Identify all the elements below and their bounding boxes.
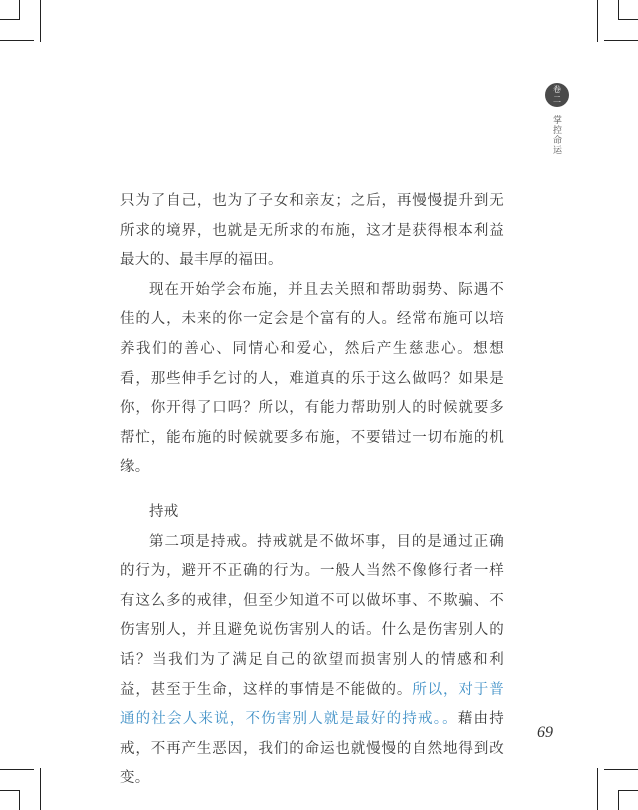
paragraph-3-end: 藉由持戒，不再产生恶因，我们的命运也就慢慢的自然地得到改变。 [120,711,504,787]
crop-mark-bottom-right-h [604,769,638,770]
crop-mark-bottom-left-v2 [19,790,20,810]
section-title: 掌控命运 [551,115,561,155]
crop-mark-top-left-v [40,0,41,42]
highlighted-sentence: 所以，对于普通的社会人来说，不伤害别人就是最好的持戒。。 [120,681,504,728]
crop-mark-bottom-left-h [0,769,34,770]
crop-mark-bottom-right-v [597,768,598,810]
page-number: 69 [537,724,553,741]
crop-mark-top-right-h2 [618,19,638,20]
paragraph-2: 现在开始学会布施，并且去关照和帮助弱势、际遇不佳的人，未来的你一定会是个富有的人。经常布施可以培养我们的善心、同情心和爱心，然后产生慈悲心。想想看，那些伸手乞讨的人，难道真的乐于这么做吗？如果是你，你开得了口吗？所以，有能力帮助别人的时候就要多帮忙，能布施的时候就要多布施，不要错过一切布施的机缘。 [120,281,504,476]
crop-mark-top-left-h2 [0,19,20,20]
section-heading: 持戒 [149,503,179,520]
crop-mark-top-left-v2 [19,0,20,20]
paragraph-1: 只为了自己，也为了子女和亲友；之后，再慢慢提升到无所求的境界，也就是无所求的布施，这才是获得根本利益最大的、最丰厚的福田。 [120,193,504,269]
crop-mark-top-right-v2 [618,0,619,20]
crop-mark-bottom-left-v [40,768,41,810]
crop-mark-top-right-v [597,0,598,42]
paragraph-3 [120,528,504,794]
crop-mark-bottom-right-v2 [618,790,619,810]
paragraph-3-text: 第二项是持戒。持戒就是不做坏事，目的是通过正确的行为，避开不正确的行为。一般人当然不像修行者一样有这么多的戒律，但至少知道不可以做坏事、不欺骗、不伤害别人，并且避免说伤害别人的话。什么是伤害别人的话？当我们为了满足自己的欲望而损害别人的情感和利益，甚至于生命，这样的事情是不能做的。 [120,533,504,698]
crop-mark-bottom-left-h2 [0,790,20,791]
crop-mark-bottom-right-h2 [618,790,638,791]
crop-mark-top-right-h [604,40,638,41]
section-badge-char-1: 卷 [553,85,561,94]
section-badge-char-2: 二 [553,95,561,104]
page-content [120,187,504,794]
section-badge [545,83,569,107]
crop-mark-top-left-h [0,40,34,41]
